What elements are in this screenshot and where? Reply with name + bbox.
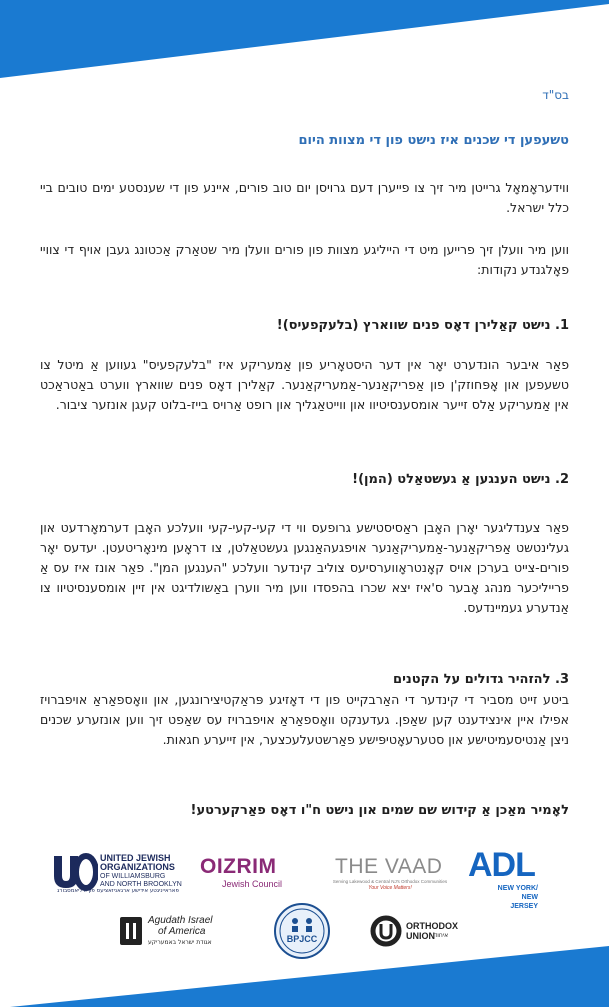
adl-region-1: NEW YORK/: [497, 885, 538, 892]
vaad-tag: Your Voice Matters!: [368, 885, 412, 891]
intro-paragraph-1: ווידעראָמאָל גרייטן מיר זיך צו פייערן דעם גרויסן יום טוב פורים, איינע פון די שענסטע ימים טובים ביי כלל ישראל.: [40, 180, 569, 215]
agudah-line-2: of America: [158, 926, 206, 937]
section-3-title: להזהיר גדולים על הקטנים: [393, 672, 551, 687]
section-1-heading: [277, 318, 569, 333]
adl-logo: [468, 846, 568, 910]
adl-region-2: NEW JERSEY: [510, 894, 538, 910]
oizrim-name: OIZRIM: [200, 855, 277, 878]
vaad-sub: Serving Lakewood & Central NJ's Orthodox Communities: [332, 879, 448, 884]
section-3-body: ביטע זייט מסביר די קינדער די האַרבקייט פון די דאָזיגע פּראַקטיצירונגען, און וואָספאַראַ אויפברויז אפילו איין אינצידענט קען שאַפן. געדענקט וואָספאַראַ אויפברויז עס שאַפט זיך ווען אונזערע שכנים ניצן אַנטיסעמיטישע און סטערעאָטיפּישע פאַרשטעלעכצער, אין זייערע חגאות.: [40, 692, 569, 747]
section-2-heading: [352, 472, 569, 487]
ujo-yiddish: פאראייניגטע אידישע ארגאניזאציעס פון וויליאמסבורג: [57, 888, 179, 894]
section-2-body: פאַר צענדליגער יאָרן האָבן ראַסיסטישע גרופעס ווי די קעי-קעי-קעי וועלכע האָבן דערמאָרדעט און געלינטשט אַפריקאַנער-אַמעריקאַנער אויפגעהאַנגען געשטאַלטן, צו דראָען מינאָריטעטן. יעדעס יאָר פורים-צייט בערכן אויס קאָנטראָווערסיעס צוליב קינדער וועלכע "הענגען המן". פאַר אונז איז עס אַ פרייליכער מנהג אָבער ס'איז יצא שכרו בהפסדו ווען מיר ווערן באַשולדיגט אין זיין אומסענסיטיוו צו אַנדערע געמיינדעס.: [40, 520, 569, 615]
ou-logo: [370, 915, 470, 951]
ou-line-1: ORTHODOX: [406, 921, 459, 931]
agudah-yiddish: אגודת ישראל באמעריקע: [148, 939, 212, 946]
oizrim-logo: [200, 855, 300, 895]
section-2-number: 2.: [555, 472, 569, 487]
agudah-logo: [118, 913, 228, 953]
adl-name: ADL: [468, 846, 535, 884]
agudah-emblem-icon: [118, 915, 144, 947]
section-1-body: פאַר איבער הונדערט יאָר אין דער היסטאָריע פון אַמעריקע איז "בלעקפעיס" געווען אַ מיטל צו טשעפען און אָפּחוזק'ן פון אַפריקאַנער-אַמעריקאַנער. קאַלירן דאָס פנים שווארץ ווערט באַטראַכט אין אַמעריקע אַלס זייער אומסענסיטיוו און ווייטאַגליך און רופט אַרויס בייז-בלוט קעגן אונזער ציבור.: [40, 357, 569, 412]
bpjcc-name: BPJCC: [286, 934, 318, 944]
ujo-line-1: UNITED JEWISH: [100, 853, 171, 863]
agudah-line-1: Agudath Israel: [148, 915, 213, 926]
ou-mark-icon: [370, 915, 402, 947]
intro-paragraph-2: ווען מיר וועלן זיך פרייען מיט די הייליגע מצוות פון פורים וועלן מיר שטאַרק אַכטונג געבן אויף די צוויי פאָלגנדע נקודות:: [40, 242, 569, 277]
oizrim-sub: Jewish Council: [222, 879, 283, 889]
bsd-mark: בס"ד: [542, 88, 569, 102]
ujo-line-3: OF WILLIAMSBURG: [100, 873, 166, 880]
ujo-line-4: AND NORTH BROOKLYN: [100, 881, 182, 888]
vaad-name: THE VAAD: [335, 855, 443, 878]
page-title: טשעפען די שכנים איז נישט פון די מצוות היום: [298, 133, 569, 148]
section-1-number: 1.: [555, 318, 569, 333]
section-1-title: נישט קאַלירן דאָס פנים שווארץ (בלעקפעיס)!: [276, 318, 551, 333]
section-2-title: נישט הענגען אַ געשטאַלט (המן)!: [352, 472, 551, 487]
ujo-line-2: ORGANIZATIONS: [100, 862, 175, 872]
ou-hebrew: איחוד: [434, 932, 449, 939]
ou-line-2: UNION: [406, 931, 435, 941]
section-3-heading: [393, 672, 569, 687]
bpjcc-seal-icon: [273, 902, 331, 960]
section-3-number: 3.: [555, 672, 569, 687]
vaad-logo: [325, 855, 455, 895]
ujo-mark-icon: [50, 852, 98, 892]
closing-line: לאָמיר מאַכן אַ קידוש שם שמים און נישט ח"ו דאָס פאַרקערטע!: [190, 803, 569, 818]
bpjcc-logo: [273, 902, 331, 960]
